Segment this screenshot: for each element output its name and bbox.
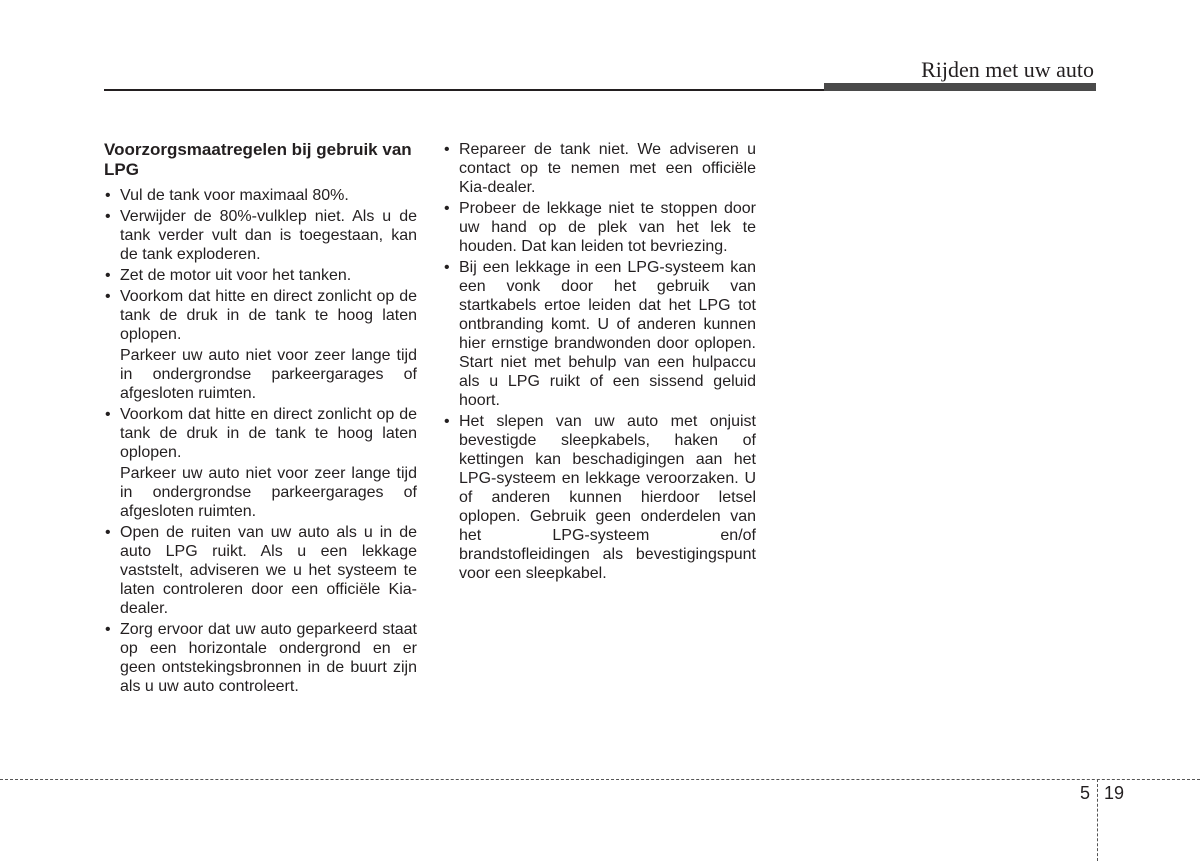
list-item (104, 287, 417, 403)
page-number: 19 (1104, 783, 1125, 803)
list-item (443, 258, 756, 410)
list-item-text: • Voorkom dat hitte en direct zonlicht op de tank de druk in de tank te hoog laten oplopen. (120, 406, 417, 461)
left-bullet-list (104, 186, 417, 696)
right-column (443, 140, 756, 585)
footer-vertical-divider (1097, 779, 1098, 861)
chapter-number: 5 (1080, 783, 1091, 803)
header-title: Rijden met uw auto (921, 57, 1094, 82)
list-item-text: • Verwijder de 80%-vulklep niet. Als u de tank verder vult dan is toegestaan, kan de tank exploderen. (120, 208, 417, 263)
list-item (104, 266, 417, 285)
list-item-text: • Zorg ervoor dat uw auto geparkeerd staat op een horizontale ondergrond en er geen ontstekingsbronnen in de buurt zijn als u uw auto controleert. (120, 621, 417, 695)
list-item (443, 199, 756, 256)
list-item-text: • Voorkom dat hitte en direct zonlicht op de tank de druk in de tank te hoog laten oplopen. (120, 288, 417, 343)
left-column (104, 140, 417, 698)
right-bullet-list (443, 140, 756, 583)
list-item-note: Parkeer uw auto niet voor zeer lange tijd in ondergrondse parkeergarages of afgesloten ruimten. (120, 347, 417, 402)
list-item (443, 412, 756, 583)
list-item (104, 523, 417, 618)
footer-divider (0, 779, 1200, 780)
header-rule-thin (104, 89, 824, 91)
list-item-text: • Open de ruiten van uw auto als u in de auto LPG ruikt. Als u een lekkage vaststelt, adviseren we u het systeem te laten controleren door een officiële Kia-dealer. (120, 524, 417, 617)
list-item (104, 620, 417, 696)
list-item-text: • Zet de motor uit voor het tanken. (120, 267, 352, 284)
list-item-text: • Het slepen van uw auto met onjuist bevestigde sleepkabels, haken of kettingen kan beschadigingen aan het LPG-systeem en lekkage veroorzaken. U of anderen kunnen hierdoor letsel oplopen. Gebruik geen onderdelen van het LPG-systeem en/of brandstofleidingen als bevestigingspunt voor een sleepkabel. (459, 413, 756, 582)
list-item (104, 405, 417, 521)
section-title: Voorzorgsmaatregelen bij gebruik van LPG (104, 140, 412, 179)
list-item-note: Parkeer uw auto niet voor zeer lange tijd in ondergrondse parkeergarages of afgesloten ruimten. (120, 465, 417, 520)
list-item-text: • Bij een lekkage in een LPG-systeem kan een vonk door het gebruik van startkabels ertoe leiden dat het LPG tot ontbranding komt. U of anderen kunnen hier ernstige brandwonden door oplopen. Start niet met behulp van een hulpaccu als u LPG ruikt of een sissend geluid hoort. (459, 259, 756, 409)
list-item-text: • Vul de tank voor maximaal 80%. (120, 187, 349, 204)
list-item-text: • Probeer de lekkage niet te stoppen door uw hand op de plek van het lek te houden. Dat kan leiden tot bevriezing. (459, 200, 756, 255)
header-rule-thick (824, 83, 1096, 91)
list-item (104, 207, 417, 264)
list-item (443, 140, 756, 197)
list-item-text: • Repareer de tank niet. We adviseren u contact op te nemen met een officiële Kia-dealer. (459, 141, 756, 196)
list-item (104, 186, 417, 205)
